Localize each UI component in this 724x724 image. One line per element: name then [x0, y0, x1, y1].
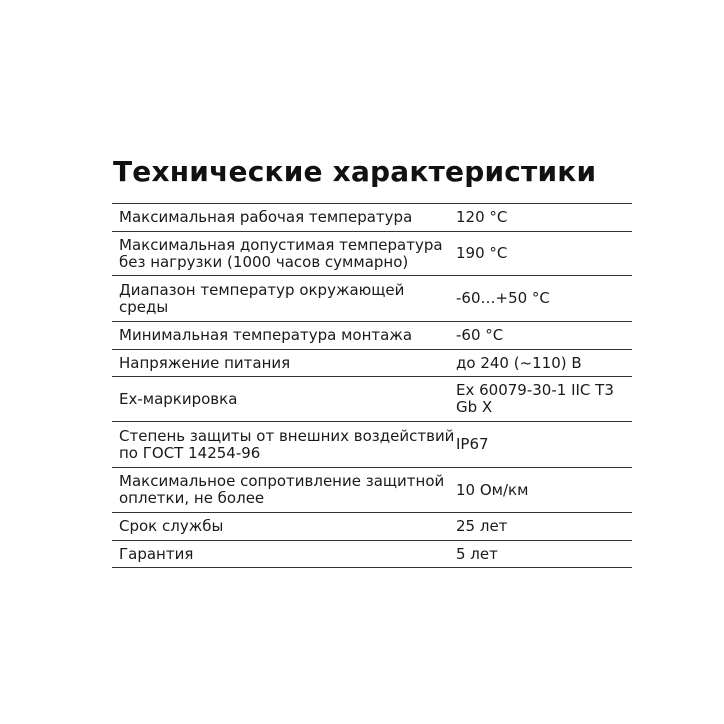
spec-label: Гарантия — [119, 544, 194, 563]
table-row — [112, 468, 632, 513]
spec-value: 5 лет — [456, 544, 498, 563]
specs-table — [112, 203, 632, 568]
spec-label: Диапазон температур окружающей среды — [119, 280, 405, 316]
table-row — [112, 322, 632, 350]
spec-value: 25 лет — [456, 517, 508, 535]
spec-label: Максимальное сопротивление защитной оплетки, не более — [119, 472, 445, 507]
spec-label: Максимальная рабочая температура — [119, 208, 413, 226]
table-row — [112, 232, 632, 276]
page-title: Технические характеристики — [113, 155, 597, 188]
table-row — [112, 377, 632, 422]
spec-value: -60 °C — [456, 326, 504, 344]
table-row — [112, 204, 632, 232]
spec-value: до 240 (~110) В — [456, 353, 582, 372]
spec-value: 120 °C — [456, 208, 508, 226]
spec-label: Срок службы — [119, 517, 224, 535]
spec-label: Степень защиты от внешних воздействий по ГОСТ 14254-96 — [119, 426, 455, 462]
table-row — [112, 513, 632, 541]
spec-label: Минимальная температура монтажа — [119, 326, 413, 344]
spec-value: IP67 — [456, 435, 489, 453]
spec-value: -60…+50 °C — [456, 289, 550, 307]
table-row — [112, 422, 632, 468]
table-row — [112, 276, 632, 322]
table-row — [112, 541, 632, 568]
spec-value: 10 Ом/км — [456, 480, 529, 499]
spec-label: Ex-маркировка — [119, 389, 238, 408]
spec-label: Напряжение питания — [119, 353, 291, 372]
spec-value: Ex 60079-30-1 IIC T3 Gb X — [456, 381, 614, 416]
spec-label: Максимальная допустимая температура без нагрузки (1000 часов суммарно) — [119, 235, 443, 271]
spec-value: 190 °C — [456, 244, 508, 262]
table-row — [112, 350, 632, 377]
